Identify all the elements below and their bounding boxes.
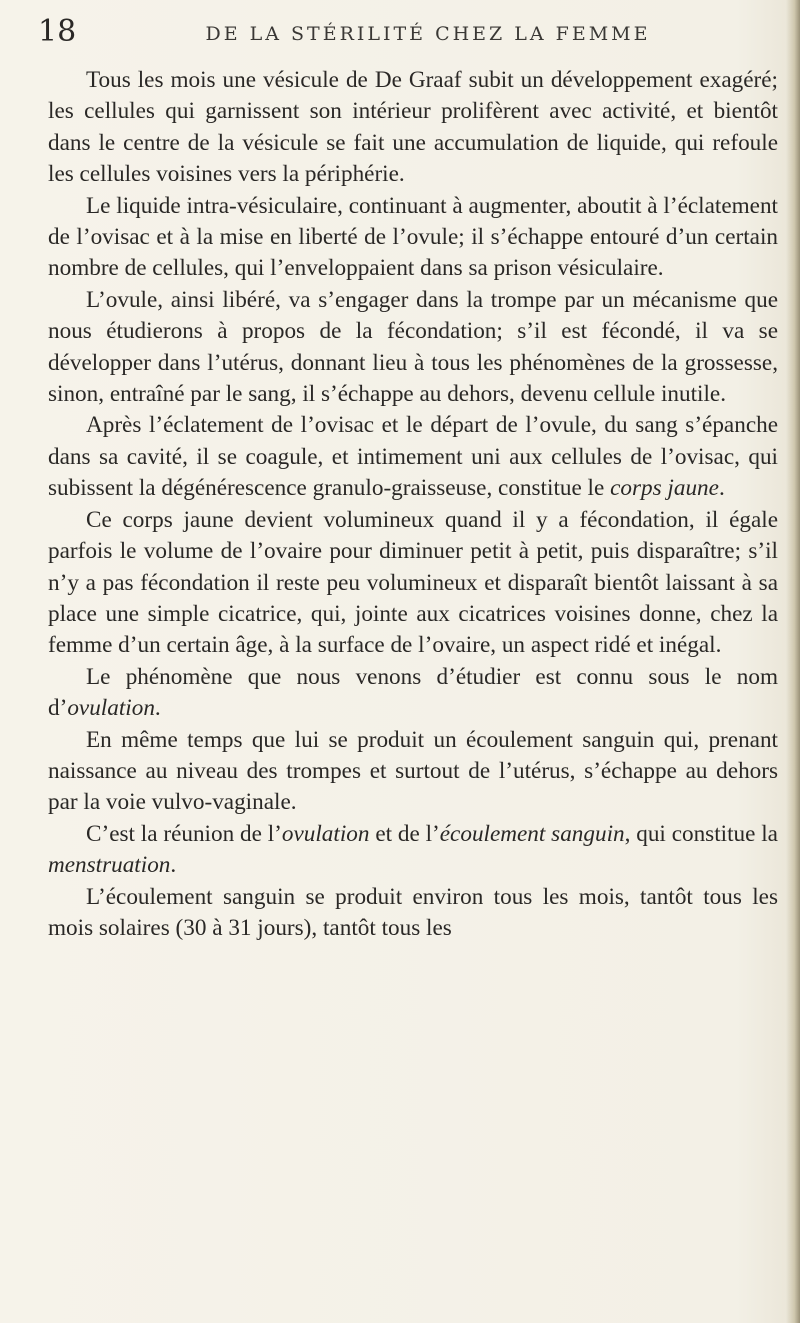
paragraph-2: Le liquide intra-vésiculaire, continuant à augmenter, aboutit à l’éclatement de l’ovisac et à la mise en liberté de l’ovule; il s’échappe entouré d’un certain nombre de cellules, qui l’enveloppaient dans sa prison vésiculaire. bbox=[48, 192, 778, 282]
paragraph-8-text-c: , qui constitue la bbox=[624, 820, 778, 847]
paragraph-4-end: . bbox=[718, 475, 725, 502]
paragraph-4 bbox=[48, 410, 778, 504]
paragraph-8-text-a: C’est la réunion de l’ bbox=[86, 820, 282, 847]
paragraph-4-text: Après l’éclatement de l’ovisac et le départ de l’ovule, du sang s’épanche dans sa cavité, il se coagule, et intimement uni aux cellules de l’ovisac, qui subissent la dégénérescence granulo-graisseuse, constitue le bbox=[48, 412, 778, 502]
paragraph-6-text: Le phénomène que nous venons d’étudier est connu sous le nom d’ bbox=[48, 663, 778, 722]
paragraph-8 bbox=[48, 819, 778, 882]
term-ovulation-2: ovulation bbox=[281, 820, 370, 847]
paragraph-1: Tous les mois une vésicule de De Graaf subit un développement exagéré; les cellules qui garnissent son intérieur prolifèrent avec activité, et bientôt dans le centre de la vésicule se fait une accumulation de liquide, qui refoule les cellules voisines vers la périphérie. bbox=[48, 67, 778, 188]
paragraph-8-end: . bbox=[170, 852, 177, 879]
paragraph-9: L’écoulement sanguin se produit environ tous les mois, tantôt tous les mois solaires (30 à 31 jours), tantôt tous les bbox=[48, 883, 778, 941]
running-head: DE LA STÉRILITÉ CHEZ LA FEMME bbox=[205, 23, 651, 45]
paragraph-6 bbox=[48, 662, 778, 725]
body-text bbox=[48, 65, 778, 944]
term-corps-jaune: corps jaune bbox=[610, 475, 719, 502]
term-menstruation: menstruation bbox=[48, 852, 171, 879]
paragraph-5: Ce corps jaune devient volumineux quand il y a fécondation, il égale parfois le volume de l’ovaire pour diminuer petit à petit, puis disparaître; s’il n’y a pas fécondation il reste peu volumineux et disparaît bientôt laissant à sa place une simple cicatrice, qui, jointe aux cicatrices voisines donne, chez la femme d’un certain âge, à la surface de l’ovaire, un aspect ridé et inégal. bbox=[48, 506, 778, 659]
paragraph-8-text-b: et de l’ bbox=[369, 820, 440, 847]
paragraph-3: L’ovule, ainsi libéré, va s’engager dans la trompe par un mécanisme que nous étudierons à propos de la fécondation; s’il est fécondé, il va se développer dans l’utérus, donnant lieu à tous les phénomènes de la grossesse, sinon, entraîné par le sang, il s’échappe au dehors, devenu cellule inutile. bbox=[48, 286, 778, 408]
paragraph-6-end: . bbox=[154, 695, 161, 722]
page-number: 18 bbox=[38, 14, 77, 49]
page-header bbox=[38, 14, 758, 54]
term-ecoulement-sanguin: écoulement sanguin bbox=[439, 820, 625, 847]
paragraph-7: En même temps que lui se produit un écoulement sanguin qui, prenant naissance au niveau des trompes et surtout de l’utérus, s’échappe au dehors par la voie vulvo-vaginale. bbox=[48, 726, 778, 816]
page-edge-shadow bbox=[786, 0, 800, 1323]
term-ovulation: ovulation bbox=[67, 695, 155, 722]
